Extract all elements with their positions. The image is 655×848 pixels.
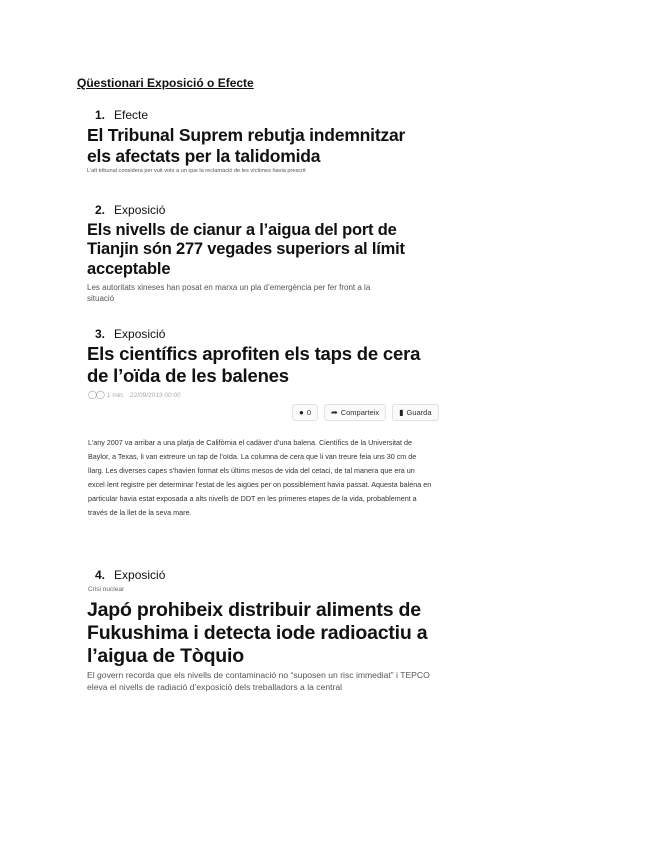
article-date: 22/09/2013 00:00 [130, 392, 181, 399]
article-body: L’any 2007 va arribar a una platja de Califòrnia el cadàver d’una balena. Científics de la Universitat de Baylor, a Texas, li van extreure un tap de l’oïda. La columna de cera que li van treure feia uns 30 cm de llarg. Les diverses capes s’havien format els últims mesos de vida del cetaci, de tal manera que era un excel·lent registre per determinar l’estat de les aigües per on possiblement havia passat. Aquesta balena en particular havia estat exposada a alts nivells de DDT en les primeres etapes de la vida, probablement a través de la llet de la seva mare. [88, 438, 432, 517]
question-number: 1. [95, 108, 106, 122]
comment-icon: ● [299, 408, 304, 417]
comments-button[interactable] [292, 404, 318, 421]
headline-4: Japó prohibeix distribuir aliments de Fukushima i detecta iode radioactiu a l’aigua de Tòquio [87, 599, 428, 667]
section-kicker: Crisi nuclear [88, 586, 125, 593]
bookmark-icon: ▮ [399, 408, 404, 417]
comments-count: 0 [306, 408, 312, 417]
question-number: 2. [95, 203, 106, 217]
question-category: Exposició [114, 327, 166, 341]
headline-2: Els nivells de cianur a l’aigua del port de Tianjin són 277 vegades superiors al límit acceptable [87, 221, 405, 278]
share-label: Comparteix [340, 408, 380, 417]
share-button[interactable] [324, 404, 386, 421]
question-4-label [95, 568, 165, 582]
save-button[interactable] [392, 404, 438, 421]
subtitle-2: Les autoritats xineses han posat en marxa un pla d’emergència per fer front a la situació [87, 283, 371, 303]
clock-icon: ◯◯ [88, 390, 104, 399]
document-title: Qüestionari Exposició o Efecte [77, 76, 254, 90]
question-3-label [95, 327, 165, 341]
subtitle-4: El govern recorda que els nivells de contaminació no “suposen un risc immediat” i TEPCO eleva el nivells de radiació d’exposició dels treballadors a la central [87, 670, 430, 692]
share-icon: ➦ [331, 408, 338, 417]
article-actions [292, 404, 439, 421]
headline-1: El Tribunal Suprem rebutja indemnitzar els afectats per la talidomida [87, 125, 406, 166]
question-2-label [95, 203, 165, 217]
subtitle-1: L'alt tribunal considera per vuit vots a un que la reclamació de les víctimes havia prescrit [87, 168, 306, 174]
save-label: Guarda [406, 408, 432, 417]
article-meta [88, 390, 181, 399]
question-category: Exposició [114, 568, 166, 582]
question-1-label [95, 108, 148, 122]
question-number: 4. [95, 568, 106, 582]
question-category: Exposició [114, 203, 166, 217]
question-number: 3. [95, 327, 106, 341]
headline-3: Els científics aprofiten els taps de cera de l’oïda de les balenes [87, 343, 421, 386]
read-time: 1 min. [106, 392, 125, 399]
question-category: Efecte [114, 108, 149, 122]
